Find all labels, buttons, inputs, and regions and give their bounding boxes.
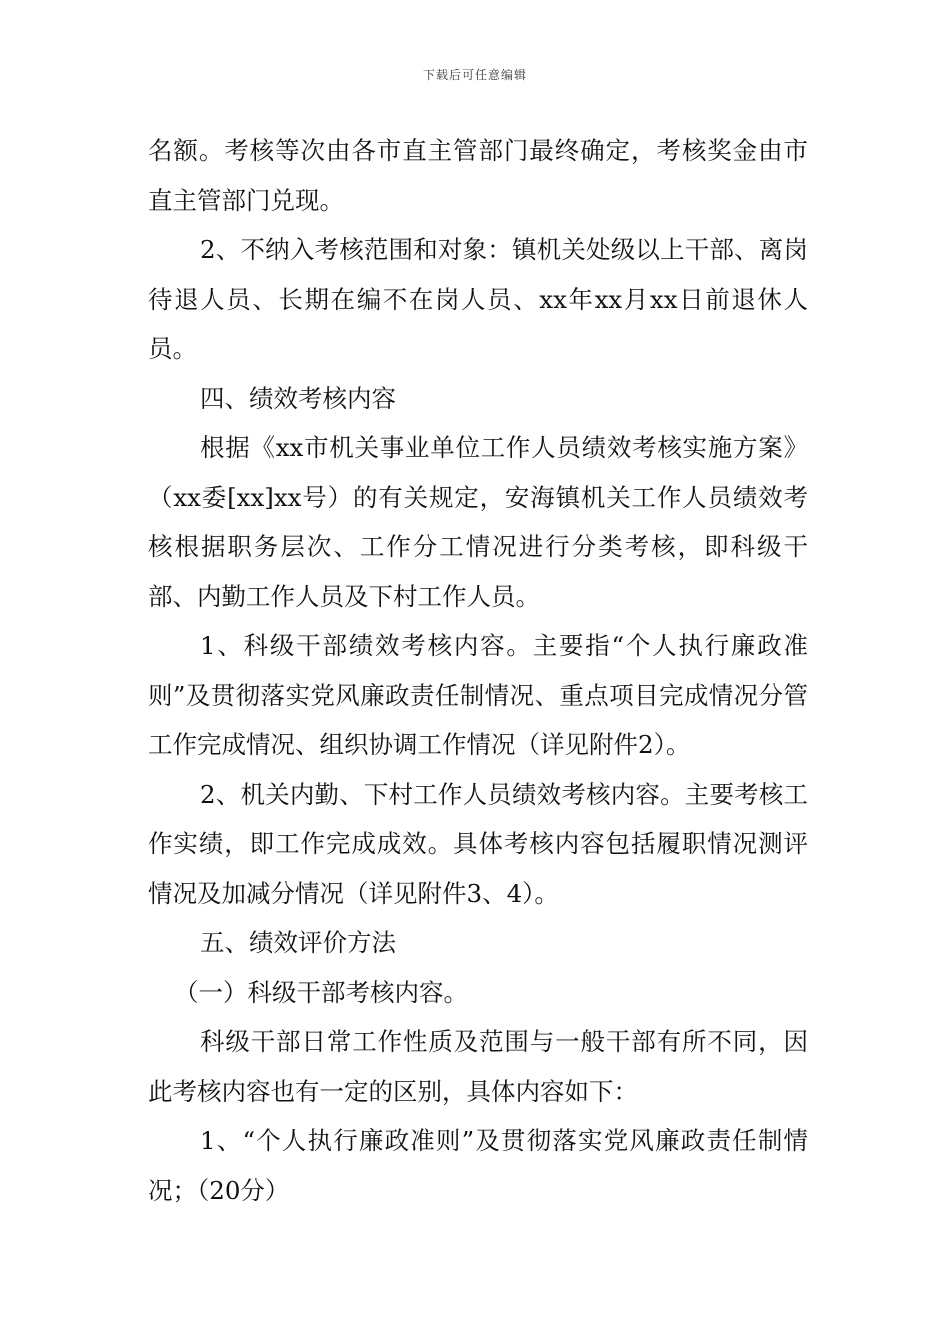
paragraph-assessment-basis: 根据《xx市机关事业单位工作人员绩效考核实施方案》（xx委[xx]xx号）的有关规定，安海镇机关工作人员绩效考核根据职务层次、工作分工情况进行分类考核，即科级干部、内勤工作人员及下村工作人员。 (148, 433, 808, 611)
paragraph-cadre-difference: 科级干部日常工作性质及范围与一般干部有所不同，因此考核内容也有一定的区别，具体内容如下： (148, 1027, 808, 1106)
document-body (148, 126, 808, 1215)
page-header: 下载后可任意编辑 (422, 68, 527, 82)
paragraph-integrity-item: 1、“个人执行廉政准则”及贯彻落实党风廉政责任制情况；（20分） (148, 1126, 808, 1205)
paragraph-exclusion-scope: 2、不纳入考核范围和对象：镇机关处级以上干部、离岗待退人员、长期在编不在岗人员、xx年xx月xx日前退休人员。 (148, 235, 808, 363)
section-heading-evaluation-method: 五、绩效评价方法 (200, 928, 396, 957)
subsection-heading-cadre-content: （一）科级干部考核内容。 (174, 977, 468, 1007)
paragraph-office-staff: 2、机关内勤、下村工作人员绩效考核内容。主要考核工作实绩，即工作完成成效。具体考核内容包括履职情况测评情况及加减分情况（详见附件3、4）。 (148, 779, 808, 908)
paragraph-quota-continuation: 名额。考核等次由各市直主管部门最终确定，考核奖金由市直主管部门兑现。 (148, 136, 808, 215)
section-heading-assessment-content: 四、绩效考核内容 (200, 383, 396, 413)
paragraph-section-level-cadres: 1、科级干部绩效考核内容。主要指“个人执行廉政准则”及贯彻落实党风廉政责任制情况、重点项目完成情况分管工作完成情况、组织协调工作情况（详见附件2）。 (148, 631, 808, 759)
